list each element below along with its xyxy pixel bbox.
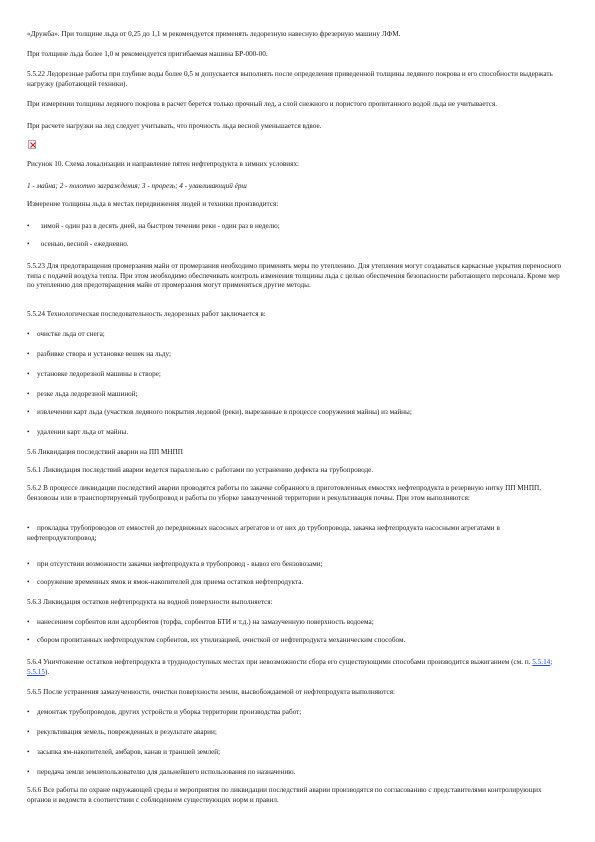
section-5-5-23: 5.5.23 Для предотвращения промерзания майн от промерзания необходимо применять меры по утеплению. Для утепления могут создаваться каркасные укрытия переносного типа с подачей воздуха тепла. При этом необходимо обеспечивать контроль изменения толщины льда с целью обеспечения безопасности работающего персонала. Кроме мер по утеплению для предотвращения майн от промерзания могут применяться другие методы. <box>27 262 562 290</box>
bullet-glyph: • <box>27 768 30 776</box>
bullet-glyph: • <box>27 222 30 230</box>
list-item <box>27 240 567 250</box>
list-item-text: разбивке створа и установке вешек на льду; <box>37 350 172 358</box>
bullet-glyph: • <box>27 728 30 736</box>
bullet-glyph: • <box>27 350 30 358</box>
bullet-glyph: • <box>27 578 30 586</box>
list-item-text: резке льда ледорезной машиной; <box>37 390 138 398</box>
link-5-5-15[interactable]: 5.5.15 <box>27 667 45 676</box>
list-item-text: зимой - один раз в десять дней, на быстром течении реки - один раз в неделю; <box>40 222 280 230</box>
list-item <box>27 618 567 628</box>
list-item-text: сооружение временных ямок и ямок-накопителей для приема остатков нефтепродукта. <box>37 578 304 586</box>
link-5-5-14[interactable]: 5.5.14 <box>532 658 551 666</box>
figure-legend: 1 - майна; 2 - полотно заграждения; 3 - прорезь; 4 - улавливающий ёрш <box>27 182 247 190</box>
bullet-glyph: • <box>27 560 30 568</box>
list-item-text: засыпка ям-накопителей, амбаров, канав и траншей землей; <box>37 748 221 756</box>
intro-paragraph-2: При толщине льда более 1,0 м рекомендуется пригибаемая машина БР-000-00. <box>27 50 268 58</box>
bullet-glyph: • <box>27 370 30 378</box>
list-item-text: сбором пропитанных нефтепродуктом сорбентов, их утилизацией, очисткой от нефтепродукта механическим способом. <box>37 636 406 644</box>
list-item <box>27 578 567 588</box>
broken-image-icon <box>28 140 36 149</box>
bullet-glyph: • <box>27 390 30 398</box>
section-5-6-4-tail: ). <box>44 667 50 676</box>
section-5-6-3: 5.6.3 Ликвидация остатков нефтепродукта на водной поверхности выполняется: <box>27 598 273 606</box>
bullet-glyph: • <box>27 618 30 626</box>
list-item-text: прокладка трубопроводов от емкостей до передвижных насосных агрегатов и от них до трубопровода, закачка нефтепродукта насосными агрегатами в нефтепродуктопровод; <box>27 524 500 542</box>
list-item <box>27 428 567 438</box>
list-item <box>27 560 567 570</box>
list-item-text: удалении карт льда от майны. <box>37 428 129 436</box>
list-item-text: нанесением сорбентов или адсорбентов (торфа, сорбентов БТИ и т.д.) на замазученную поверхность водоема; <box>37 618 374 626</box>
list-item <box>27 748 567 758</box>
list-item <box>27 708 567 718</box>
section-5-6-1: 5.6.1 Ликвидация последствий аварии ведется параллельно с работами по устранению дефекта на трубопроводе. <box>27 466 374 474</box>
list-item <box>27 636 567 646</box>
list-item <box>27 330 567 340</box>
list-item-text: рекультивация земель, поврежденных в результате аварии; <box>37 728 217 736</box>
paragraph-measurement: При измерении толщины ледяного покрова в расчет берется только прочный лед, а слой снежного и пористого пропитанного водой льда не учитывается. <box>27 100 498 108</box>
list-item-text: передача земли землепользователю для дальнейшего использования по назначению. <box>37 768 296 776</box>
bullet-glyph: • <box>27 428 30 436</box>
section-5-6-2: 5.6.2 В процессе ликвидации последствий аварии проводятся работы по закачке собранного в приготовленных емкостях нефтепродукта в резервную нитку ПП МНПП, бензовозы или в транспортируемый трубопровод и работы по уборке замазученной территории и рекультивация почвы. При этом выполняются: <box>27 484 542 502</box>
section-5-6-heading: 5.6 Ликвидация последствий аварии на ПП МНПП <box>27 448 183 456</box>
section-5-5-24: 5.5.24 Технологическая последовательность ледорезных работ заключается в: <box>27 310 266 318</box>
list-item-text: осенью, весной - ежедневно. <box>40 240 129 248</box>
section-5-6-4-text: 5.6.4 Уничтожение остатков нефтепродукта в труднодоступных местах при невозможности сбора его существующими способами производится выжиганием (см. п. <box>27 658 533 666</box>
link-separator: ; <box>550 658 553 666</box>
list-item <box>27 408 567 418</box>
list-item-text: очистке льда от снега; <box>37 330 105 338</box>
section-5-6-4 <box>27 658 567 677</box>
list-item <box>27 768 567 778</box>
list-item <box>27 390 567 400</box>
list-item <box>27 370 567 380</box>
section-5-6-5: 5.6.5 После устранения замазученности, очистки поверхности земли, высвобождаемой от нефтепродукта выполняются: <box>27 688 396 696</box>
bullet-glyph: • <box>27 748 30 756</box>
list-item <box>27 728 567 738</box>
list-item-text: извлечении карт льда (участков ледяного покрытия ледовой (реки), вырезанные в процессе сооружения майны) из майны; <box>37 408 412 416</box>
bullet-glyph: • <box>27 708 30 716</box>
bullet-glyph: • <box>27 330 30 338</box>
section-5-5-22: 5.5.22 Ледорезные работы при глубине воды более 0,5 м допускается выполнять после определения приведенной толщины ледяного покрова и его способности выдержать нагрузку (работающей техники). <box>27 70 553 88</box>
bullet-glyph: • <box>27 636 30 644</box>
paragraph-spring-strength: При расчете нагрузки на лед следует учитывать, что прочность льда весной уменьшается вдвое. <box>27 122 322 130</box>
list-item-text: установке ледорезной машины в створе; <box>37 370 161 378</box>
paragraph-measure-places: Измерение толщины льда в местах передвижения людей и техники производится: <box>27 200 279 208</box>
list-item <box>27 222 567 232</box>
list-item <box>27 350 567 360</box>
list-item-text: при отсутствии возможности закачки нефтепродукта в трубопровод - вывоз его бензовозами; <box>37 560 323 568</box>
figure-caption: Рисунок 10. Схема локализации и направление пятен нефтепродукта в зимних условиях: <box>27 160 300 168</box>
section-5-6-6: 5.6.6 Все работы по охране окружающей среды и мероприятия по ликвидации последствий аварии производятся по согласованию с представителями контролирующих органов и ведомств в соответствии с соблюдением существующих норм и правил. <box>27 786 542 804</box>
list-item-text: демонтаж трубопроводов, других устройств и уборка территории производства работ; <box>37 708 302 716</box>
bullet-glyph: • <box>27 408 30 416</box>
list-item <box>27 524 567 543</box>
bullet-glyph: • <box>27 240 30 248</box>
intro-paragraph-1: «Дружба». При толщине льда от 0,25 до 1,1 м рекомендуется применять ледорезную навесную фрезерную машину ЛФМ. <box>27 30 401 38</box>
bullet-glyph: • <box>27 524 30 532</box>
